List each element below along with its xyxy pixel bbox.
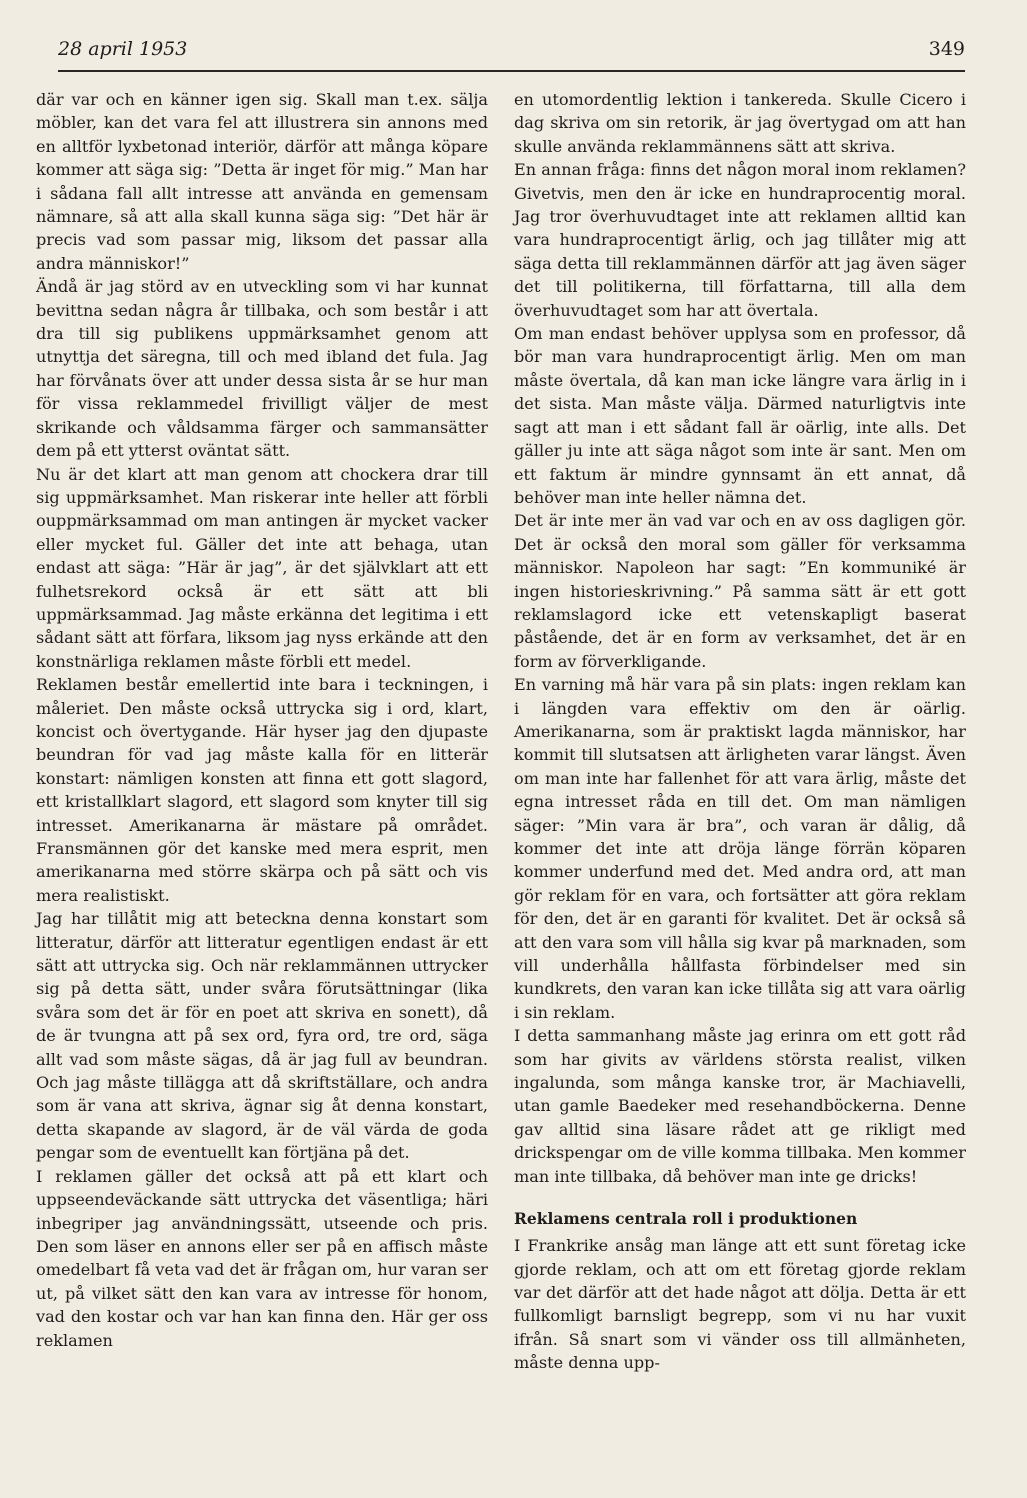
paragraph: En varning må här vara på sin plats: ingen reklam kan i längden vara effektiv om den är oärlig. Amerikanarna, som är praktiskt lagda människor, har kommit till slutsatsen att ärligheten varar längst. Även om man inte har fallenhet för att vara ärlig, måste det egna intresset råda en till det. Om man nämligen säger: ”Min vara är bra”, och varan är dålig, då kommer det inte att dröja länge förrän köparen kommer underfund med det. Med andra ord, att man gör reklam för en vara, och fortsätter att göra reklam för den, det är en garanti för kvalitet. Det är också så att den vara som vill hålla sig kvar på marknaden, som vill underhålla hållfasta förbindelser med sin kundkrets, den varan kan icke tillåta sig att vara oärlig i sin reklam. <box>514 675 966 1022</box>
paragraph: Ändå är jag störd av en utveckling som vi har kunnat bevittna sedan några år tillbaka, och som består i att dra till sig publikens uppmärksamhet genom att utnyttja det säregna, till och med ibland det fula. Jag har förvånats över att under dessa sista år se hur man för vissa reklammedel frivilligt väljer de mest skrikande och våldsamma färger och sammansätter dem på ett ytterst oväntat sätt. <box>36 277 488 461</box>
paragraph: En annan fråga: finns det någon moral inom reklamen? Givetvis, men den är icke en hundraprocentig moral. Jag tror överhuvudtaget inte att reklamen alltid kan vara hundraprocentigt ärlig, och jag tillåter mig att säga detta till reklammännen därför att jag även säger det till politikerna, till författarna, till alla dem överhuvudtaget som har att övertala. <box>514 160 966 320</box>
section-heading: Reklamens centrala roll i produktionen <box>514 1209 858 1229</box>
page-header <box>58 38 965 72</box>
right-column <box>514 88 966 1375</box>
page-number: 349 <box>928 38 965 60</box>
paragraph: där var och en känner igen sig. Skall man t.ex. sälja möbler, kan det vara fel att illustrera sin annons med en alltför lyxbetonad interiör, därför att många köpare kommer att säga sig: ”Detta är inget för mig.” Man har i sådana fall allt intresse att använda en gemensam nämnare, så att alla skall kunna säga sig: ”Det här är precis vad som passar mig, liksom det passar alla andra människor!” <box>36 90 488 273</box>
paragraph: I detta sammanhang måste jag erinra om ett gott råd som har givits av världens största realist, vilken ingalunda, som många kanske tror, är Machiavelli, utan gamle Baedeker med resehandböckerna. Denne gav alltid sina läsare rådet att ge rikligt med drickspengar om de ville komma tillbaka. Men kommer man inte tillbaka, då behöver man inte ge dricks! <box>514 1026 966 1186</box>
paragraph: Nu är det klart att man genom att chockera drar till sig uppmärksamhet. Man riskerar inte heller att förbli ouppmärksammad om man antingen är mycket vacker eller mycket ful. Gäller det inte att behaga, utan endast att säga: ”Här är jag”, är det självklart att ett fulhetsrekord också är ett sätt att bli uppmärksammad. Jag måste erkänna det legitima i ett sådant sätt att förfara, liksom jag nyss erkände att den konstnärliga reklamen måste förbli ett medel. <box>36 464 488 671</box>
paragraph: en utomordentlig lektion i tankereda. Skulle Cicero i dag skriva om sin retorik, är jag övertygad om att han skulle använda reklammännens sätt att skriva. <box>514 90 966 156</box>
paragraph: Jag har tillåtit mig att beteckna denna konstart som litteratur, därför att litteratur egentligen endast är ett sätt att uttrycka sig. Och när reklammännen uttrycker sig på detta sätt, under svåra förutsättningar (lika svåra som det är för en poet att skriva en sonett), då de är tvungna att på sex ord, fyra ord, tre ord, säga allt vad som måste sägas, då är jag full av beundran. Och jag måste tillägga att då skriftställare, och andra som är vana att skriva, ägnar sig åt denna konstart, detta skapande av slagord, är de väl värda de goda pengar som de eventuellt kan förtjäna på det. <box>36 909 488 1163</box>
paragraph: I Frankrike ansåg man länge att ett sunt företag icke gjorde reklam, och att om ett företag gjorde reklam var det därför att det hade något att dölja. Detta är ett fullkomligt barnsligt begrepp, som vi nu har vuxit ifrån. Så snart som vi vänder oss till allmänheten, måste denna upp- <box>514 1236 966 1373</box>
left-column <box>36 88 488 1352</box>
paragraph: Det är inte mer än vad var och en av oss dagligen gör. Det är också den moral som gäller för verksamma människor. Napoleon har sagt: ”En kommuniké är ingen historieskrivning.” På samma sätt är ett gott reklamslagord icke ett vetenskapligt baserat påstående, det är en form av verksamhet, det är en form av förverkligande. <box>514 511 966 671</box>
paragraph: I reklamen gäller det också att på ett klart och uppseendeväckande sätt uttrycka det väsentliga; häri inbegriper jag användningssätt, utseende och pris. Den som läser en annons eller ser på en affisch måste omedelbart få veta vad det är frågan om, hur varan ser ut, på vilket sätt den kan vara av intresse för honom, vad den kostar och var han kan finna den. Här ger oss reklamen <box>36 1166 488 1350</box>
paragraph: Om man endast behöver upplysa som en professor, då bör man vara hundraprocentigt ärlig. Men om man måste övertala, då kan man icke längre vara ärlig in i det sista. Man måste välja. Därmed naturligtvis inte sagt att man i ett sådant fall är oärlig, inte alls. Det gäller ju inte att säga något som inte är sant. Men om ett faktum är mindre gynnsamt än ett annat, då behöver man inte heller nämna det. <box>514 324 966 507</box>
issue-date: 28 april 1953 <box>58 38 188 60</box>
paragraph: Reklamen består emellertid inte bara i teckningen, i måleriet. Den måste också uttrycka sig i ord, klart, koncist och övertygande. Här hyser jag den djupaste beundran för vad jag måste kalla för en litterär konstart: nämligen konsten att finna ett gott slagord, ett kristallklart slagord, ett slagord som knyter till sig intresset. Amerikanarna är mästare på området. Fransmännen gör det kanske med mera esprit, men amerikanarna med större skärpa och på sätt och vis mera realistiskt. <box>36 675 488 905</box>
